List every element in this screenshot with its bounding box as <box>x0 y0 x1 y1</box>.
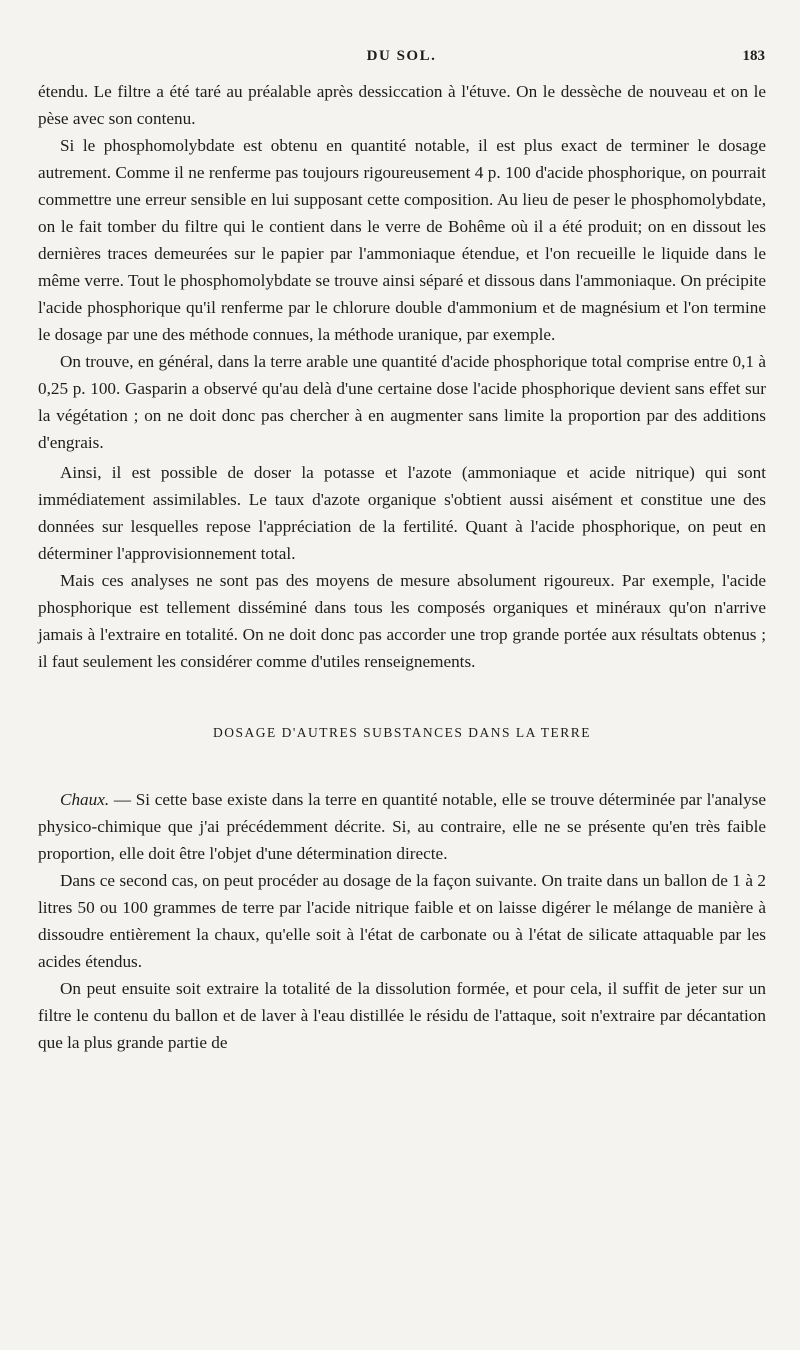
paragraph: On trouve, en général, dans la terre arable une quantité d'acide phosphorique total comprise entre 0,1 à 0,25 p. 100. Gasparin a observé qu'au delà d'une certaine dose l'acide phosphorique devient sans effet sur la végétation ; on ne doit donc pas chercher à en augmenter sans limite la proportion par des additions d'engrais. <box>38 352 766 452</box>
page-body <box>38 78 766 1056</box>
section-title: DOSAGE D'AUTRES SUBSTANCES DANS LA TERRE <box>212 725 591 740</box>
paragraph-lead: Chaux. <box>60 790 110 809</box>
paragraph: Mais ces analyses ne sont pas des moyens de mesure absolument rigoureux. Par exemple, l'acide phosphorique est tellement disséminé dans tous les composés organiques et minéraux qu'on n'arrive jamais à l'extraire en totalité. On ne doit donc pas accorder une trop grande portée aux résultats obtenus ; il faut seulement les considérer comme d'utiles renseignements. <box>38 571 766 671</box>
paragraph: étendu. Le filtre a été taré au préalable après dessiccation à l'étuve. On le dessèche de nouveau et on le pèse avec son contenu. <box>38 82 766 128</box>
paragraph <box>38 786 766 867</box>
running-head <box>38 48 765 68</box>
paragraph: Dans ce second cas, on peut procéder au dosage de la façon suivante. On traite dans un ballon de 1 à 2 litres 50 ou 100 grammes de terre par l'acide nitrique faible et on laisse digérer le mélange de manière à dissoudre entièrement la chaux, qu'elle soit à l'état de carbonate ou à l'état de silicate attaquable par les acides étendus. <box>38 871 766 971</box>
running-title: DU SOL. <box>366 48 437 64</box>
paragraph: Ainsi, il est possible de doser la potasse et l'azote (ammoniaque et acide nitrique) qui sont immédiatement assimilables. Le taux d'azote organique s'obtient aussi aisément et constitue une des données sur lesquelles repose l'appréciation de la fertilité. Quant à l'acide phosphorique, on peut en déterminer l'approvisionnement total. <box>38 463 766 563</box>
paragraph-text: — Si cette base existe dans la terre en quantité notable, elle se trouve déterminée par l'analyse physico-chimique que j'ai précédemment décrite. Si, au contraire, elle ne se présente qu'en très faible proportion, elle doit être l'objet d'une détermination directe. <box>38 790 766 863</box>
paragraph: Si le phosphomolybdate est obtenu en quantité notable, il est plus exact de terminer le dosage autrement. Comme il ne renferme pas toujours rigoureusement 4 p. 100 d'acide phosphorique, on pourrait commettre une erreur sensible en lui supposant cette composition. Au lieu de peser le phosphomolybdate, on le fait tomber du filtre qui le contient dans le verre de Bohême où il a été produit; on en dissout les dernières traces demeurées sur le papier par l'ammoniaque étendue, et l'on recueille le liquide dans le même verre. Tout le phosphomolybdate se trouve ainsi séparé et dissous dans l'ammoniaque. On précipite l'acide phosphorique qu'il renferme par le chlorure double d'ammonium et de magnésium et l'on termine le dosage par une des méthode connues, la méthode uranique, par exemple. <box>38 136 766 344</box>
page-number: 183 <box>742 48 765 64</box>
paragraph: On peut ensuite soit extraire la totalité de la dissolution formée, et pour cela, il suffit de jeter sur un filtre le contenu du ballon et de laver à l'eau distillée le résidu de l'attaque, soit n'extraire par décantation que la plus grande partie de <box>38 979 766 1052</box>
